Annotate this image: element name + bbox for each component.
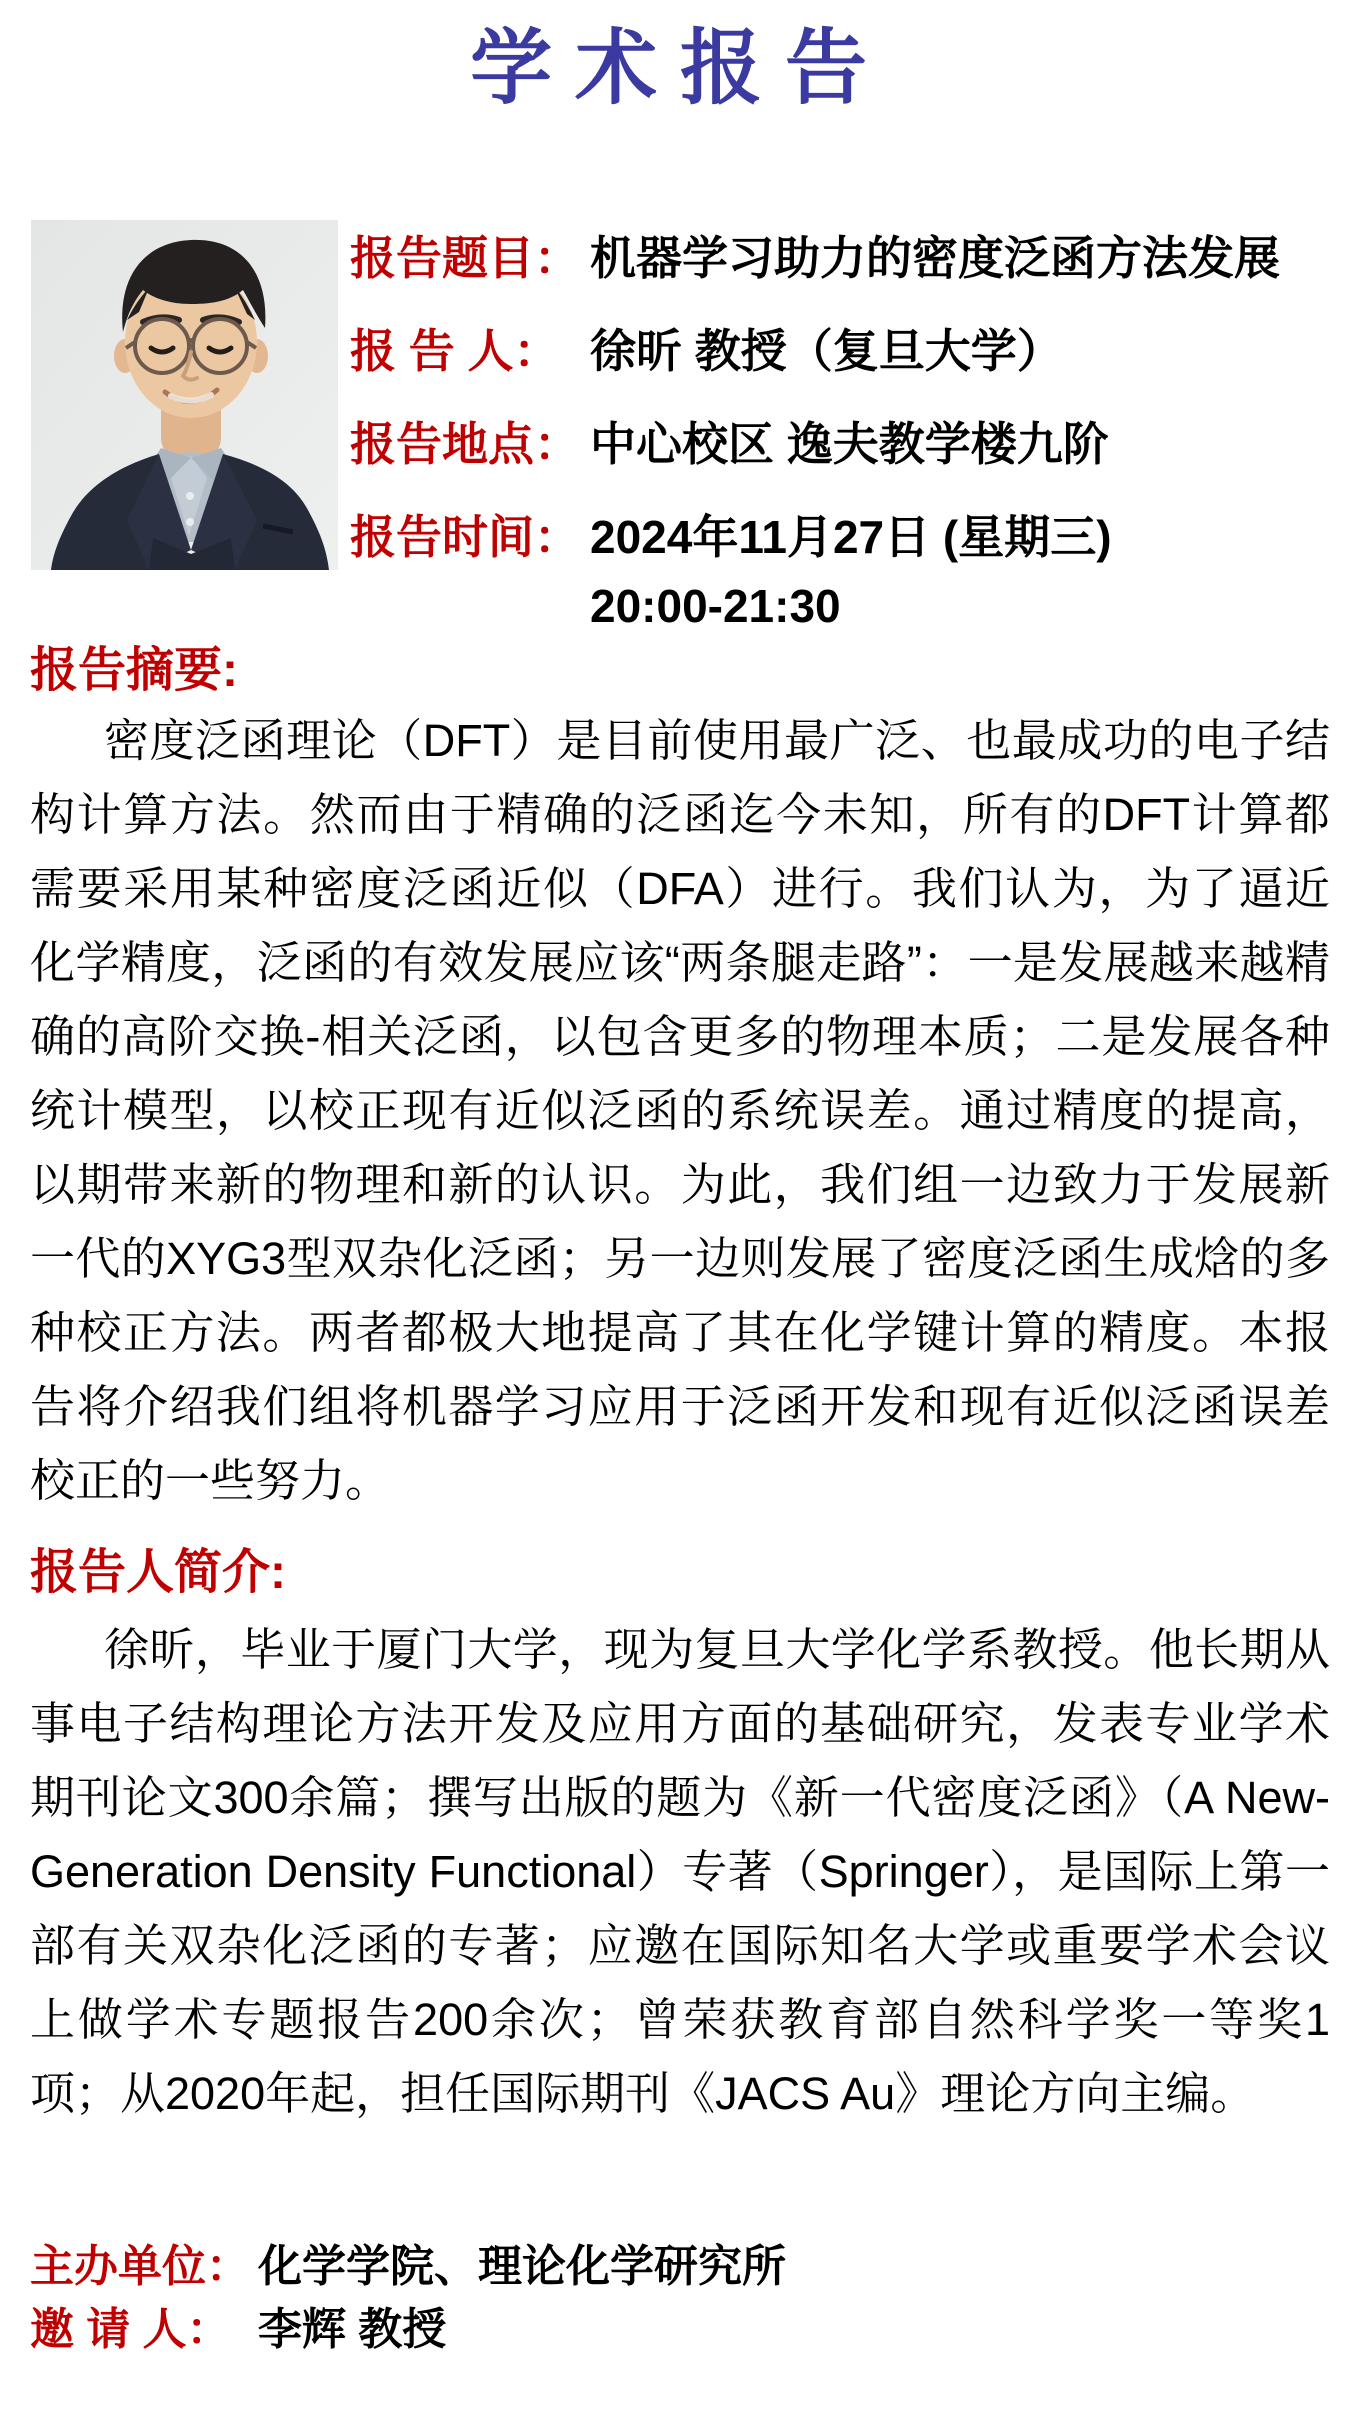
field-row-time xyxy=(350,511,1112,564)
speaker-photo xyxy=(31,220,338,570)
organizer-value: 化学学院、理论化学研究所 xyxy=(258,2242,786,2291)
organizer-label: 主办单位： xyxy=(30,2242,250,2291)
bio-heading: 报告人简介: xyxy=(30,1546,286,1599)
venue-label: 报告地点： xyxy=(350,418,580,470)
abstract-heading: 报告摘要: xyxy=(30,644,238,697)
time-value: 2024年11月27日 (星期三) xyxy=(590,511,1112,563)
speaker-portrait-illustration xyxy=(31,220,338,570)
field-row-speaker xyxy=(350,325,1063,378)
topic-label: 报告题目： xyxy=(350,232,580,284)
field-row-venue xyxy=(350,418,1109,471)
field-row-organizer xyxy=(30,2242,786,2293)
time-value-line2: 20:00-21:30 xyxy=(590,580,841,632)
field-row-inviter xyxy=(30,2305,446,2356)
inviter-value: 李辉 教授 xyxy=(258,2305,447,2354)
speaker-label: 报 告 人： xyxy=(350,325,560,377)
topic-value: 机器学习助力的密度泛函方法发展 xyxy=(590,232,1280,284)
venue-value: 中心校区 逸夫教学楼九阶 xyxy=(590,418,1109,470)
inviter-label: 邀 请 人： xyxy=(30,2305,231,2354)
abstract-body: 密度泛函理论（DFT）是目前使用最广泛、也最成功的电子结构计算方法。然而由于精确的泛函迄今未知，所有的DFT计算都需要采用某种密度泛函近似（DFA）进行。我们认为，为了逼近化学精度，泛函的有效发展应该“两条腿走路”：一是发展越来越精确的高阶交换-相关泛函，以包含更多的物理本质；二是发展各种统计模型，以校正现有近似泛函的系统误差。通过精度的提高，以期带来新的物理和新的认识。为此，我们组一边致力于发展新一代的XYG3型双杂化泛函；另一边则发展了密度泛函生成焓的多种校正方法。两者都极大地提高了其在化学键计算的精度。本报告将介绍我们组将机器学习应用于泛函开发和现有近似泛函误差校正的一些努力。 xyxy=(30,715,1330,1506)
speaker-value: 徐昕 教授（复旦大学） xyxy=(590,325,1063,377)
field-row-time-continued xyxy=(590,580,841,633)
bio-body: 徐昕，毕业于厦门大学，现为复旦大学化学系教授。他长期从事电子结构理论方法开发及应用方面的基础研究，发表专业学术期刊论文300余篇；撰写出版的题为《新一代密度泛函》（A New-Generation Density Functional）专著（Springer），是国际上第一部有关双杂化泛函的专著；应邀在国际知名大学或重要学术会议上做学术专题报告200余次；曾荣获教育部自然科学奖一等奖1项；从2020年起，担任国际期刊《JACS Au》理论方向主编。 xyxy=(30,1624,1330,2119)
field-row-topic xyxy=(350,232,1280,285)
time-label: 报告时间： xyxy=(350,511,580,563)
page-title: 学术报告 xyxy=(470,23,890,114)
